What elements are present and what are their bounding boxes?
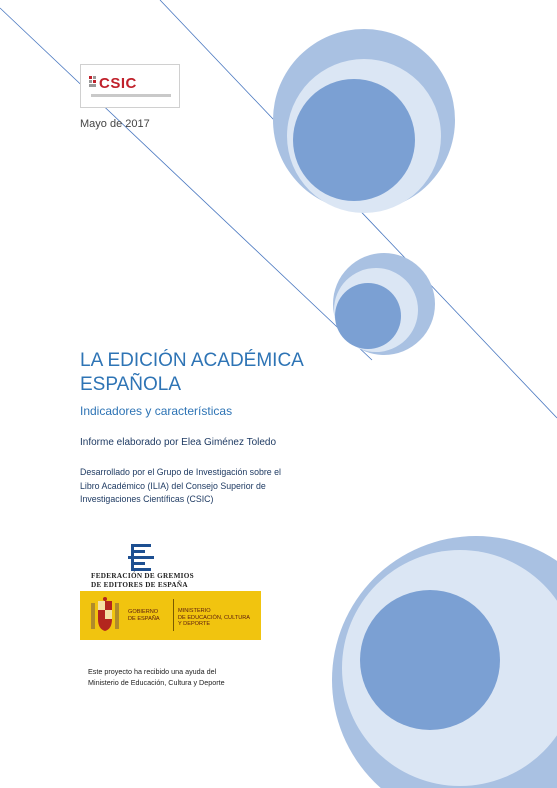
federation-name [91,572,211,590]
government-line-2: DE ESPAÑA [128,615,160,622]
document-title: LA EDICIÓN ACADÉMICA ESPAÑOLA [80,350,303,395]
ministry-line-2: DE EDUCACIÓN, CULTURA [178,614,250,621]
funding-note [88,666,288,688]
circle-cluster-middle [333,253,435,355]
circle-cluster-top [273,29,455,213]
csic-logo [80,64,180,108]
government-label [128,609,160,622]
circle-cluster-bottom [332,536,557,788]
federation-line-2: DE EDITORES DE ESPAÑA [91,581,188,589]
government-banner [80,591,261,640]
banner-divider [173,599,174,631]
document-subtitle: Indicadores y características [80,404,233,418]
federation-line-1: FEDERACIÓN DE GREMIOS [91,572,194,580]
developed-by: Desarrollado por el Grupo de Investigación sobre el Libro Académico (ILIA) del Consejo Superior de Investigaciones Científicas (CSIC) [80,467,281,504]
ministry-line-3: Y DEPORTE [178,621,211,627]
funding-line-1: Este proyecto ha recibido una ayuda del [88,667,217,676]
ministry-label [178,608,260,628]
csic-tagline [91,94,171,97]
author-line: Informe elaborado por Elea Giménez Toledo [80,437,277,448]
federation-logo-icon [128,544,154,572]
csic-brand: CSIC [99,75,137,92]
funding-line-2: Ministerio de Educación, Cultura y Deporte [88,678,225,687]
ministry-line-1: MINISTERIO [178,608,211,614]
government-line-1: GOBIERNO [128,609,159,615]
csic-emblem-icon [89,76,96,87]
publication-date: Mayo de 2017 [80,118,150,130]
coat-of-arms-icon [90,597,120,634]
